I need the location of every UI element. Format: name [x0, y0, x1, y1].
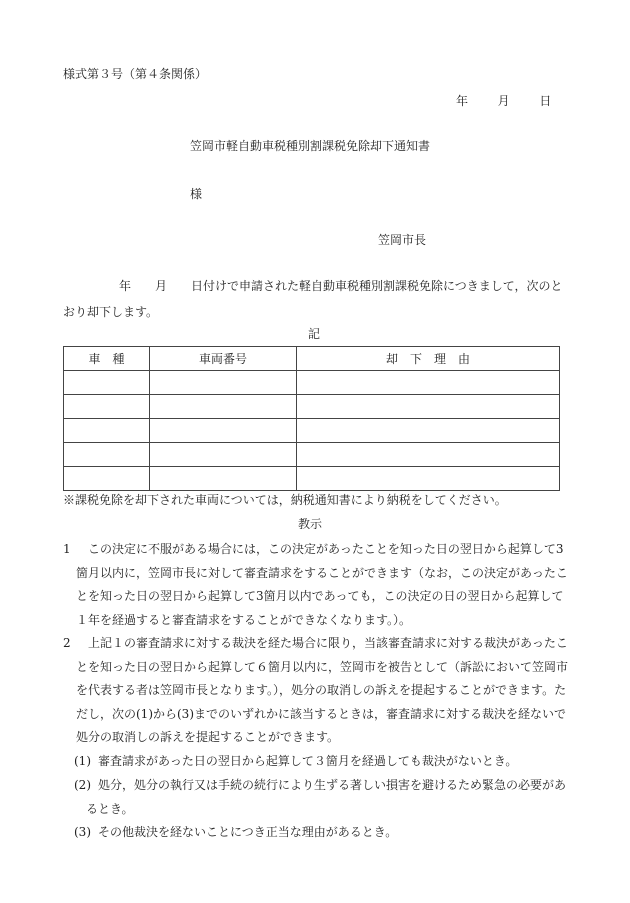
document-title: 笠岡市軽自動車税種別割課税免除却下通知書 — [190, 139, 431, 153]
date-month-label: 月 — [497, 94, 510, 108]
intro-paragraph: 年 月 日付けで申請された軽自動車税種別割課税免除につきまして，次のとおり却下します。 — [63, 279, 563, 319]
date-day-label: 日 — [539, 94, 552, 108]
sub-item-number: (1) — [74, 754, 91, 768]
table-cell — [297, 371, 560, 395]
table-row — [64, 467, 560, 491]
table-cell — [64, 467, 150, 491]
instruction-text: この決定に不服がある場合には，この決定があったことを知った日の翌日から起算して3箇月以内に，笠岡市長に対して審査請求をすることができます（なお，この決定があったことを知った日の翌日から起算して3箇月以内であっても，この決定の日の翌日から起算して１年を経過すると審査請求をすることができなくなります。）。 — [76, 542, 568, 627]
table-cell — [64, 443, 150, 467]
table-row — [64, 419, 560, 443]
table-cell — [64, 419, 150, 443]
sub-item-3 — [74, 821, 572, 845]
instruction-number: 2 — [63, 636, 71, 650]
form-number: 様式第３号（第４条関係） — [63, 67, 208, 81]
table-cell — [297, 395, 560, 419]
table-cell — [297, 443, 560, 467]
instruction-item-2 — [63, 632, 573, 750]
sub-item-1 — [74, 750, 572, 774]
table-cell — [64, 371, 150, 395]
table-cell — [297, 467, 560, 491]
table-cell — [150, 395, 297, 419]
table-cell — [150, 419, 297, 443]
sub-item-number: (3) — [74, 825, 91, 839]
table-cell — [150, 371, 297, 395]
header-vehicle-type: 車 種 — [64, 347, 150, 371]
table-cell — [297, 419, 560, 443]
table-row — [64, 443, 560, 467]
instruction-item-1 — [63, 538, 573, 632]
sub-item-number: (2) — [74, 778, 91, 792]
sub-item-text: 審査請求があった日の翌日から起算して３箇月を経過しても裁決がないとき。 — [98, 754, 518, 768]
issuer-name: 笠岡市長 — [378, 233, 427, 247]
table-row — [64, 371, 560, 395]
table-cell — [150, 443, 297, 467]
sub-item-2 — [74, 774, 572, 821]
instruction-text: 上記１の審査請求に対する裁決を経た場合に限り，当該審査請求に対する裁決があったことを知った日の翌日から起算して６箇月以内に，笠岡市を被告として（訴訟において笠岡市を代表する者は笠岡市長となります。），処分の取消しの訴えを提起することができます。ただし，次の(1)から(3)までのいずれかに該当するときは，審査請求に対する裁決を経ないで処分の取消しの訴えを提起することができます。 — [76, 636, 569, 744]
sub-item-text: その他裁決を経ないことにつき正当な理由があるとき。 — [98, 825, 398, 839]
date-line — [456, 95, 551, 107]
header-rejection-reason: 却 下 理 由 — [297, 347, 560, 371]
table-row — [64, 395, 560, 419]
instructions-heading: 教示 — [298, 517, 323, 531]
instruction-number: 1 — [63, 542, 71, 556]
table-cell — [150, 467, 297, 491]
rejection-table — [63, 346, 560, 491]
sub-item-text: 処分，処分の執行又は手続の続行により生ずる著しい損害を避けるため緊急の必要があるとき。 — [86, 778, 567, 816]
addressee-suffix: 様 — [190, 187, 203, 201]
table-cell — [64, 395, 150, 419]
tax-note: ※課税免除を却下された車両については，納税通知書により納税をしてください。 — [63, 493, 507, 507]
header-vehicle-number: 車両番号 — [150, 347, 297, 371]
ki-label: 記 — [308, 327, 321, 341]
table-header-row — [64, 347, 560, 371]
date-year-label: 年 — [456, 94, 469, 108]
